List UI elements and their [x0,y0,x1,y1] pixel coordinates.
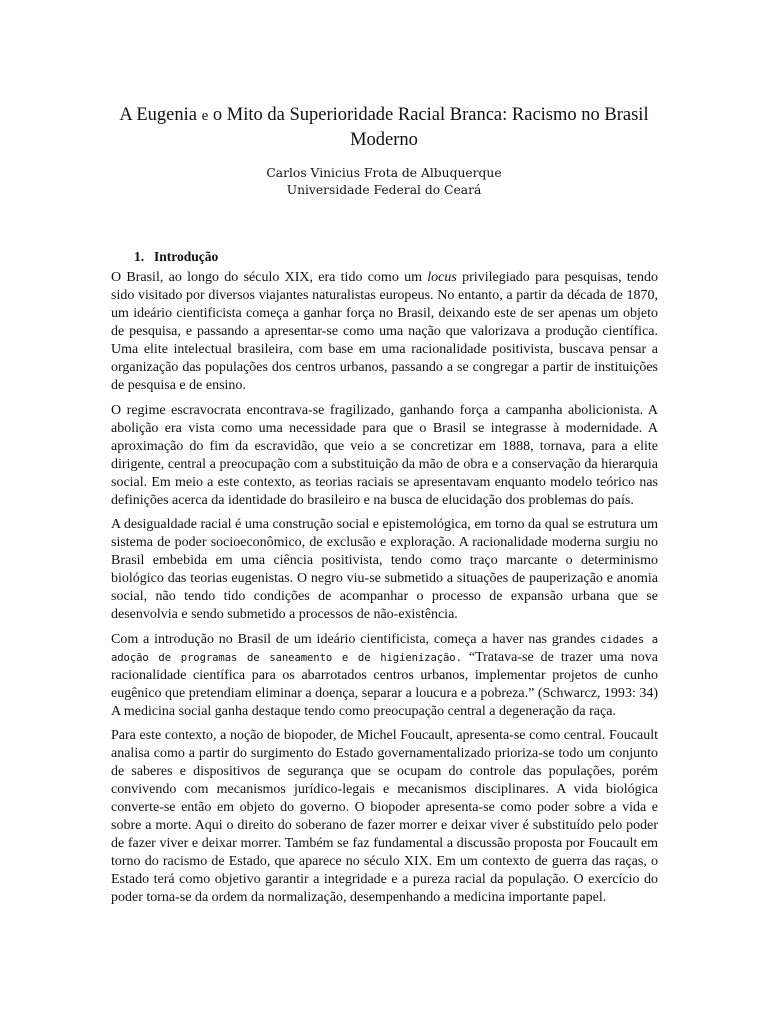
paragraph-1 [111,269,658,395]
paragraph-1-text-b: privilegiado para pesquisas, tendo sido visitado por diversos viajantes naturalistas europeus. No entanto, a partir da década de 1870, um ideário cientificista começa a ganhar força no Brasil, deixando este de ser apenas um objeto de pesquisa, e passando a apresentar-se como uma nação que valorizava a produção científica. Uma elite intelectual brasileira, com base em uma racionalidade positivista, buscava pensar a organização das populações dos centros urbanos, passando a se congregar a partir de instituições de pesquisa e de ensino. [111,270,658,393]
author-name: Carlos Vinicius Frota de Albuquerque [266,166,502,180]
body-text [111,269,658,914]
section-number: 1. [134,249,145,264]
paragraph-4 [111,631,658,721]
paper-title [100,103,668,152]
paragraph-4-mono-text: cidades a adoção de programas de saneamento e de higienização. [111,633,658,664]
paragraph-5: Para este contexto, a noção de biopoder, de Michel Foucault, apresenta-se como central. Foucault analisa como a partir do surgimento do Estado governamentalizado prioriza-se todo um conjunto de saberes e dispositivos de segurança que se ocupam do controle das populações, porém convivendo com mecanismos jurídico-legais e mecanismos disciplinares. A vida biológica converte-se então em objeto do governo. O biopoder apresenta-se como poder sobre a vida e sobre a morte. Aqui o direito do soberano de fazer morrer e deixar viver é substituído pelo poder de fazer viver e deixar morrer. Também se faz fundamental a discussão proposta por Foucault em torno do racismo de Estado, que aparece no século XIX. Em um contexto de guerra das raças, o Estado terá como objetivo garantir a integridade e a pureza racial da população. O exercício do poder torna-se da ordem da normalização, desempenhando a medicina importante papel. [111,728,658,905]
author-affiliation: Universidade Federal do Ceará [286,183,482,197]
title-conjunction: e [201,108,209,124]
paragraph-1-text-a: O Brasil, ao longo do século XIX, era tido como um [111,270,428,285]
title-part-1: A Eugenia [119,105,197,125]
paragraph-3: A desigualdade racial é uma construção social e epistemológica, em torno da qual se estrutura um sistema de poder socioeconômico, de exclusão e exploração. A racionalidade moderna surgiu no Brasil embebida em uma ciência positivista, tendo como traço marcante o determinismo biológico das teorias eugenistas. O negro viu-se submetido a situações de pauperização e anomia social, não tendo tido condições de acompanhar o processo de expansão urbana que se desenvolvia e sendo submetido a processos de não-existência. [111,517,658,622]
paragraph-1-italic: locus [427,270,457,285]
paragraph-2: O regime escravocrata encontrava-se fragilizado, ganhando força a campanha abolicionista. A abolição era vista como uma necessidade para que o Brasil se integrasse à modernidade. A aproximação do fim da escravidão, que veio a se concretizar em 1888, tornava, para a elite dirigente, central a preocupação com a substituição da mão de obra e a conservação da hierarquia social. Em meio a este contexto, as teorias raciais se apresentavam enquanto modelo teórico nas definições acerca da identidade do brasileiro e na busca de elucidação dos problemas do país. [111,402,658,508]
title-part-2: o Mito da Superioridade Racial Branca: Racismo no Brasil Moderno [212,105,649,150]
section-title: Introdução [154,249,219,264]
paragraph-4-text-a: Com a introdução no Brasil de um ideário cientificista, começa a haver nas grandes [111,631,601,647]
paragraph-4-text-b: “Tratava-se de trazer uma nova racionalidade científica para os abarrotados centros urbanos, implementar projetos de cunho eugênico que pretendiam eliminar a doença, separar a loucura e a pobreza.” (Schwarcz, 1993: 34) A medicina social ganha destaque tendo como preocupação central a degeneração da raça. [111,649,658,719]
author-block [100,165,668,199]
section-heading [134,248,218,266]
